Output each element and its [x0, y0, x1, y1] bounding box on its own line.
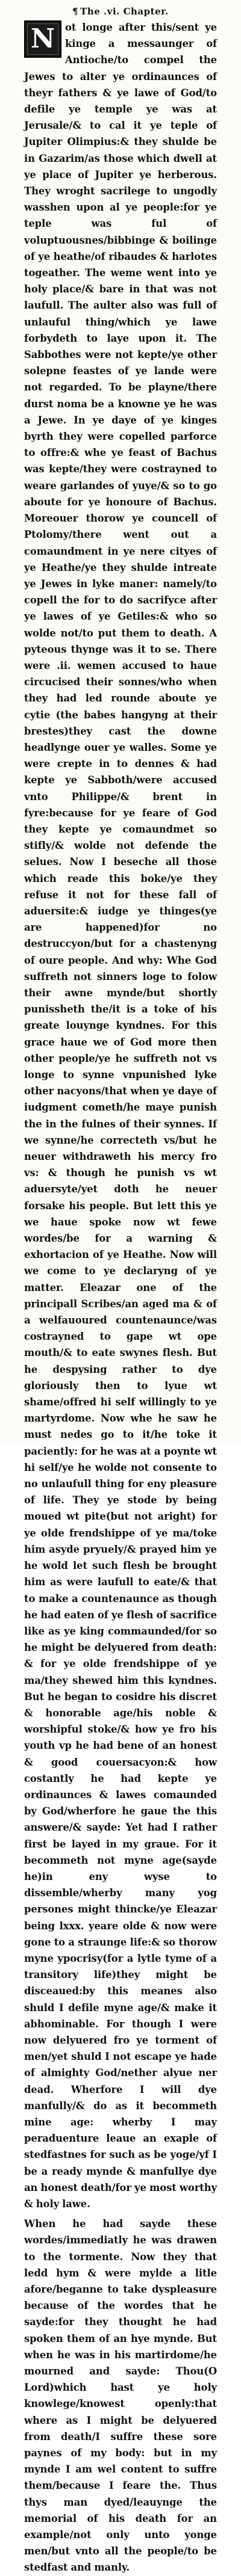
paragraph-2: When he had sayde these wordes/immediatly he was drawen to the tormente. Now they that ledd hym & were mylde a litle afore/beganne to take dyspleasure because of the wordes that he sayde:for they thought he had spoken them of an hye mynde. But when he was in his martirdome/he mourned and sayde: Thou(O Lord)which hast ye holy knowlege/knowest openly:that where as I might be delyuered from death/I suffre these sore paynes of my body: but in my mynde I am wel content to suffre them/because I feare the. Thus thys man dyed/leauynge the memorial of his death for an example/not only unto yonge men/but vnto all the people/to be stedfast and manly. — [24, 2218, 217, 2574]
pilcrow-icon: ¶ — [72, 6, 79, 17]
paragraph-1: ot longe after this/sent ye kinge a messaunger of Antioche/to compel the Jewes to alter ye ordinaunces of theyr fathers & ye lawe of God/to defile ye temple ye was at Jerusale/& to cal it ye teple of Jupiter Olimpius:& they shulde be in Gazarim/as those which dwell at ye place of Jupiter ye herberous. They wroght sacrilege to ungodly wasshen upon al ye people:for ye teple was ful of voluptuousnes/bibbinge & boilinge of ye heathe/of ribaudes & harlotes togeather. The weme went into ye holy place/& bare in that was not laufull. The aulter also was full of unlauful thing/which ye lawe forbydeth to laye upon it. The Sabbothes were not kepte/ye other solepne feastes of ye lande were not regarded. To be playne/there durst noma be a knowne ye he was a Jewe. In ye daye of ye kinges byrth they were copelled parforce to offre:& whe ye feast of Bachus was kepte/they were costrayned to weare garlandes of yuye/& so to go aboute for ye honoure of Bachus. Moreouer thorow ye councell of Ptolomy/there went out a comaundment in ye nere cityes of ye Heathe/ye they shulde intreate ye Jewes in lyke maner: namely/to copell the for to do sacrifyce after ye lawes of ye Getiles:& who so wolde not/to put them to death. A pyteous thynge was it to se. There were .ii. wemen accused to haue circucised their sonnes/who when they had led rounde aboute ye cytie (the babes hangyng at their brestes)they cast the downe headlynge ouer ye walles. Some ye were crepte in to dennes & had kepte ye Sabboth/were accused vnto Philippe/& brent in fyre:because for ye feare of God they kepte ye comaundmet so stifly/& wolde not defende the selues. Now I beseche all those which reade this boke/ye they refuse it not for these fall of aduersite:& iudge ye thinges(ye are happened)for no destruccyon/but for a chastenyng of oure people. And why: Whe God suffreth not sinners loge to folow their awne mynde/but shortly punissheth the/it is a toke of his greate louynge kyndnes. For this grace haue we of God more then other people/ye he suffreth not vs longe to synne vnpunished lyke other nacyons/that when ye daye of iudgment cometh/he maye punish the in the fulnes of their synnes. If we synne/he correcteth vs/but he neuer withdraweth his mercy fro vs: & though he punish vs wt aduersyte/yet doth he neuer forsake his people. But lett this ye we haue spoke now wt fewe wordes/be for a warning & exhortacion of ye Heathe. Now will we come to ye declaryng of ye matter. Eleazar one of the principall Scribes/an aged ma & of a welfauoured countenaunce/was costrayned to gape wt ope mouth/& to eate swynes flesh. But he despysing rather to dye gloriously then to lyue wt shame/offred hi self willingly to ye martyrdome. Now whe he saw he must nedes go to it/he toke it paciently: for he was at a poynte wt hi self/ye he wolde not consente to no unlaufull thing for eny pleasure of life. They ye stode by being moued wt pite(but not aright) for ye olde frendshippe of ye ma/toke him asyde pryuely/& prayed him ye he wold let such flesh be brought him as were laufull to eate/& that to make a countenaunce as though he had eaten of ye flesh of sacrifice like as ye king commaunded/for so he might be delyuered from death: & for ye olde frendshippe of ye ma/they shewed him this kyndnes. But he began to cosidre his discret & honorable age/his noble & worshipful stoke/& how ye fro his youth vp he had bene of an honest & good couersacyon:& how costantly he had kepte ye ordinaunces & lawes comaunded by God/wherfore he gaue the this answere/& sayde: Yet had I rather first be layed in my graue. For it becommeth not myne age(sayde he)in eny wyse to dissemble/wherby many yog persones might thincke/ye Eleazar being lxxx. yeare olde & now were gone to a straunge life:& so thorow myne ypocrisy(for a lytle tyme of a transitory life)they might be disceaued:by this meanes also shuld I defile myne age/& make it abhominable. For though I were now delyuered fro ye torment of men/yet shuld I not escape ye hade of almighty God/nether alyue ner dead. Wherfore I will dye manfully/& do as it becommeth mine age: wherby I may peraduenture leaue an exaple of stedfastnes for such as be yoge/yf I be a ready mynde & manfullye dye an honest death/for ye most worthy & holy lawe. — [24, 22, 217, 2210]
text-column — [24, 6, 217, 2576]
chapter-heading — [24, 6, 217, 17]
opening-paragraph-block — [24, 19, 217, 2212]
chapter-title: The .vi. Chapter. — [80, 6, 169, 17]
decorated-initial: N — [24, 20, 61, 58]
